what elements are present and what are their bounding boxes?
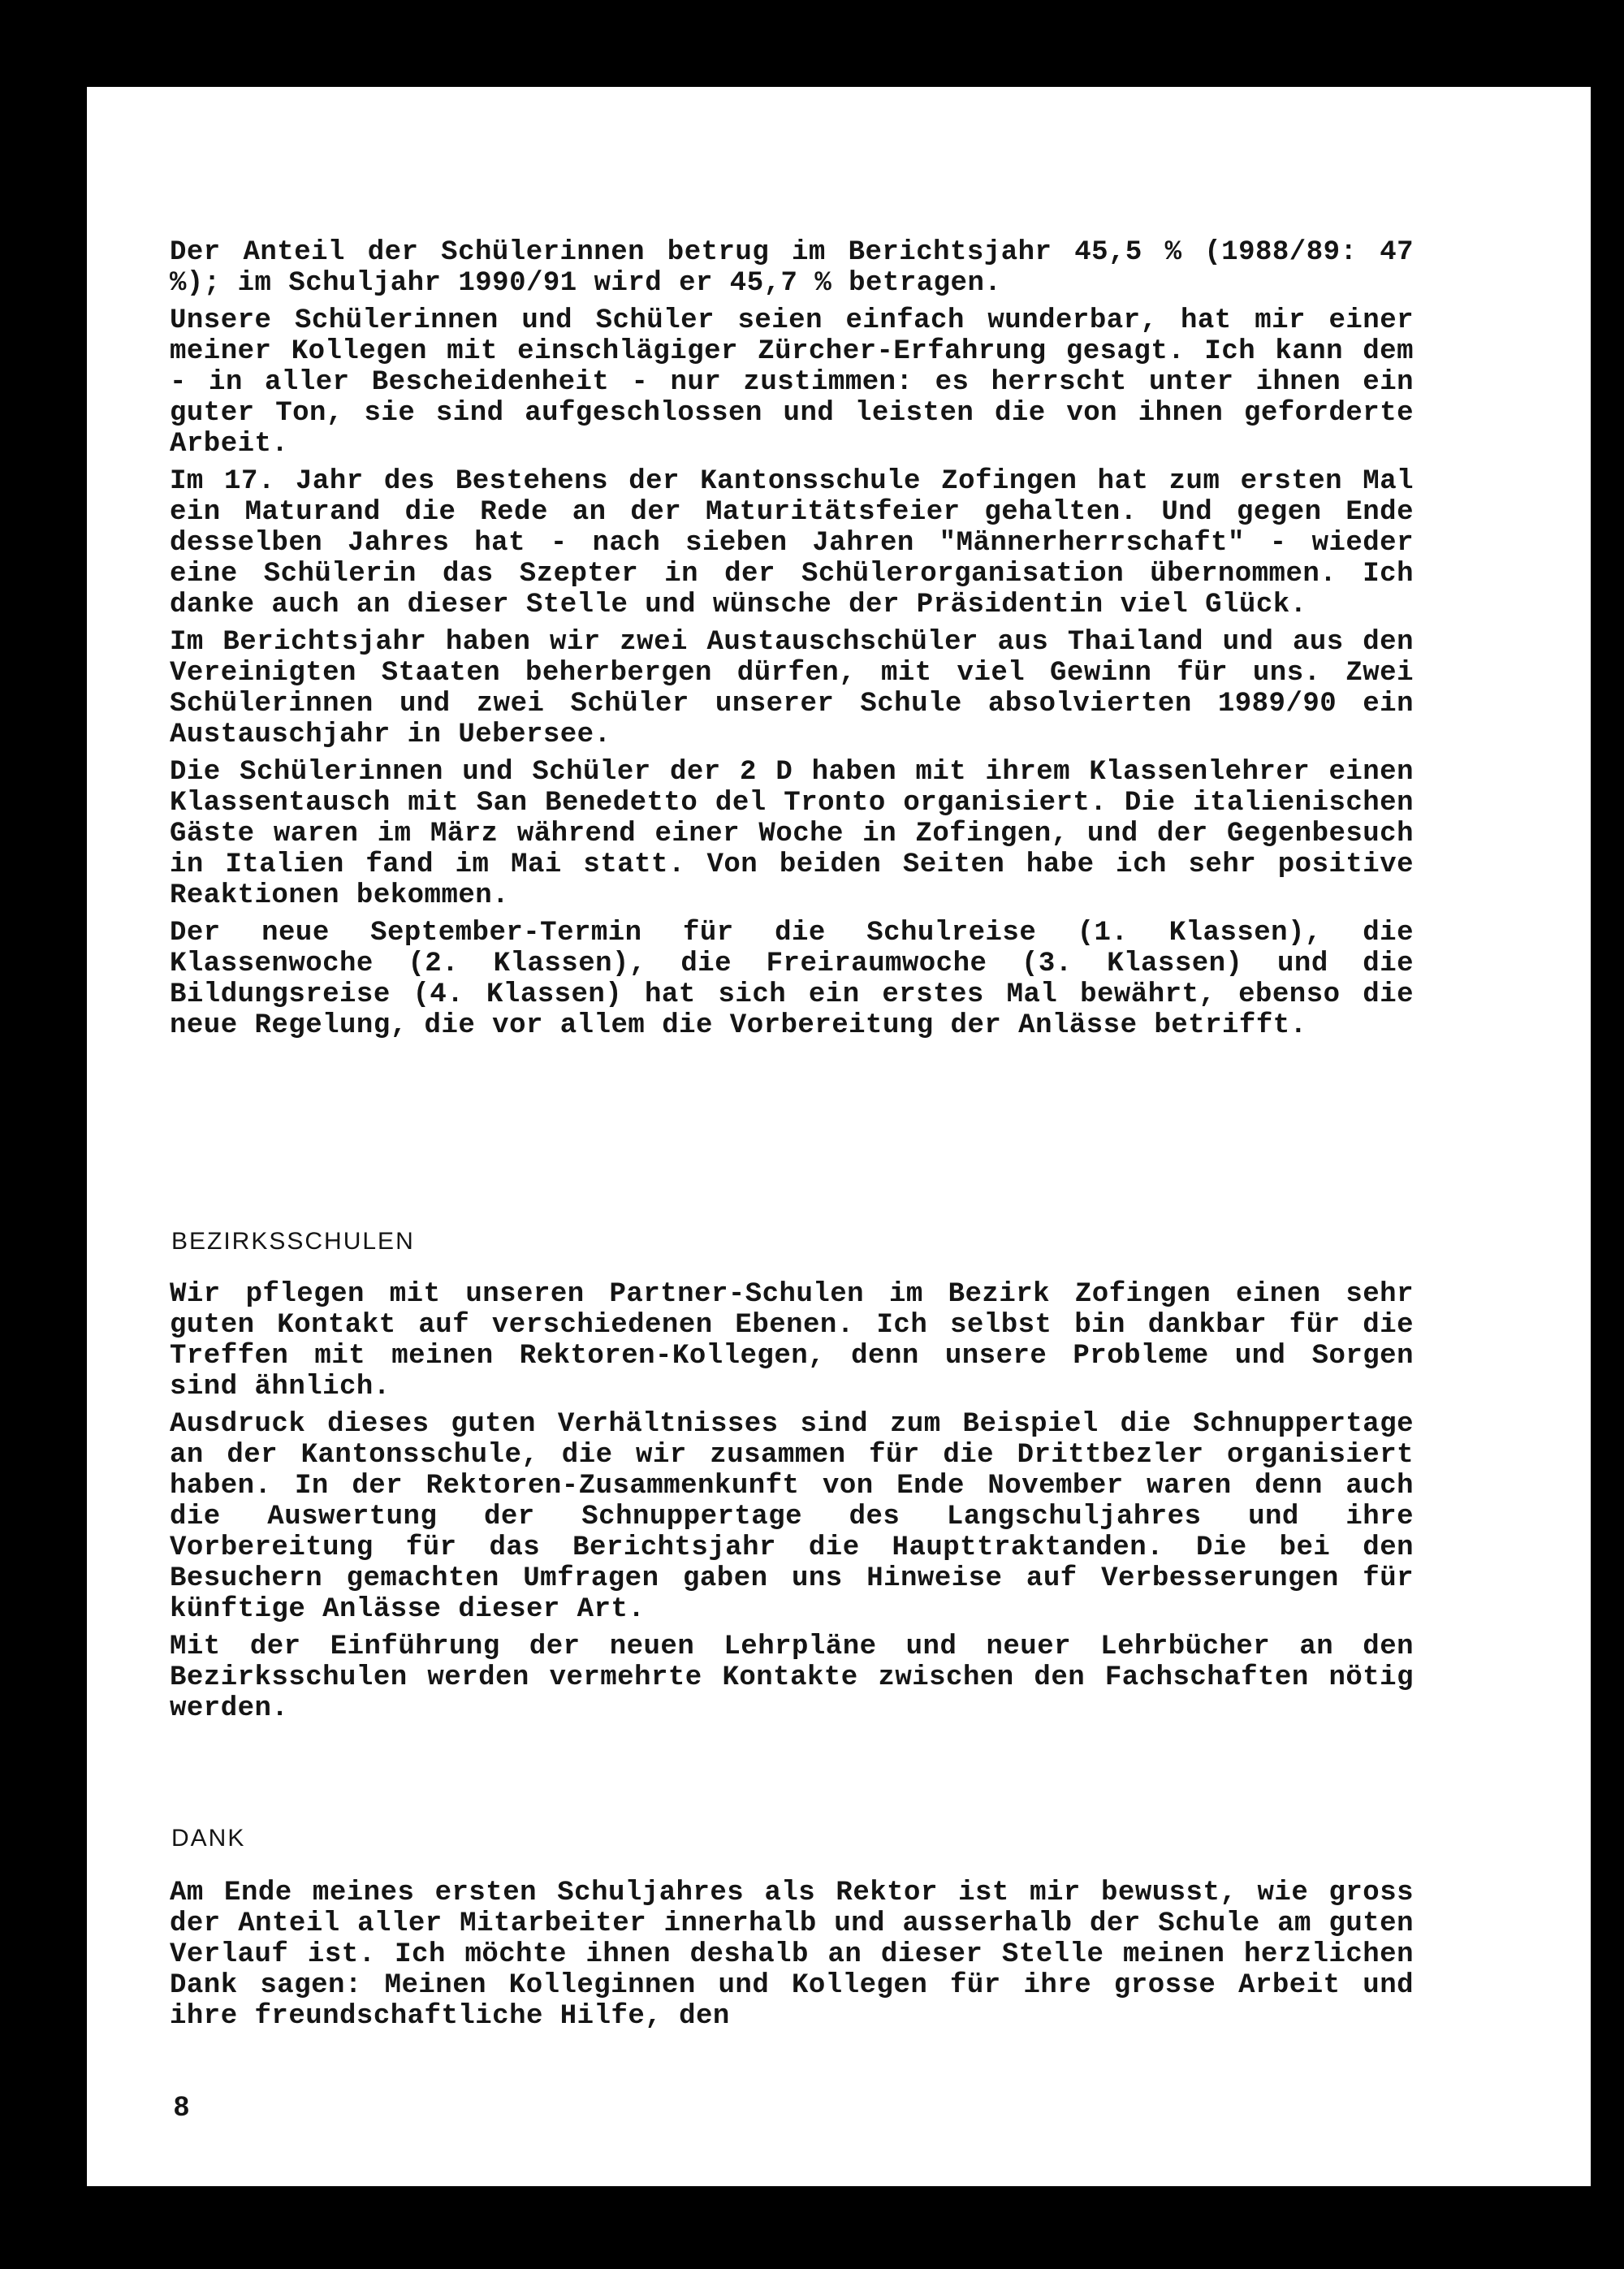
paragraph: Der neue September-Termin für die Schulreise (1. Klassen), die Klassenwoche (2. Klassen), die Freiraumwoche (3. Klassen) und die Bildungsreise (4. Klassen) hat sich ein erstes Mal bewährt, ebenso die neue Regelung, die vor allem die Vorbereitung der Anlässe betrifft. — [170, 918, 1414, 1041]
paragraph: Ausdruck dieses guten Verhältnisses sind zum Beispiel die Schnuppertage an der Kantonsschule, die wir zusammen für die Drittbezler organisiert haben. In der Rektoren-Zusammenkunft von Ende November waren denn auch die Auswertung der Schnuppertage des Langschuljahres und ihre Vorbereitung für das Berichtsjahr die Haupttraktanden. Die bei den Besuchern gemachten Umfragen gaben uns Hinweise auf Verbesserungen für künftige Anlässe dieser Art. — [170, 1409, 1414, 1625]
page-number: 8 — [174, 2091, 189, 2122]
document-page — [87, 87, 1591, 2186]
paragraph: Die Schülerinnen und Schüler der 2 D haben mit ihrem Klassenlehrer einen Klassentausch mit San Benedetto del Tronto organisiert. Die italienischen Gäste waren im März während einer Woche in Zofingen, und der Gegenbesuch in Italien fand im Mai statt. Von beiden Seiten habe ich sehr positive Reaktionen bekommen. — [170, 757, 1414, 911]
section-heading-bezirksschulen: BEZIRKSSCHULEN — [171, 1228, 415, 1255]
paragraph: Im 17. Jahr des Bestehens der Kantonsschule Zofingen hat zum ersten Mal ein Maturand die Rede an der Maturitätsfeier gehalten. Und gegen Ende desselben Jahres hat - nach sieben Jahren "Männerherrschaft" - wieder eine Schülerin das Szepter in der Schülerorganisation übernommen. Ich danke auch an dieser Stelle und wünsche der Präsidentin viel Glück. — [170, 466, 1414, 620]
section-heading-dank: DANK — [171, 1825, 246, 1852]
intro-section — [170, 237, 1414, 1041]
paragraph: Mit der Einführung der neuen Lehrpläne und neuer Lehrbücher an den Bezirksschulen werden vermehrte Kontakte zwischen den Fachschaften nötig werden. — [170, 1632, 1414, 1724]
paragraph: Im Berichtsjahr haben wir zwei Austauschschüler aus Thailand und aus den Vereinigten Staaten beherbergen dürfen, mit viel Gewinn für uns. Zwei Schülerinnen und zwei Schüler unserer Schule absolvierten 1989/90 ein Austauschjahr in Uebersee. — [170, 627, 1414, 750]
dank-section — [170, 1878, 1414, 2032]
paragraph: Wir pflegen mit unseren Partner-Schulen im Bezirk Zofingen einen sehr guten Kontakt auf verschiedenen Ebenen. Ich selbst bin dankbar für die Treffen mit meinen Rektoren-Kollegen, denn unsere Probleme und Sorgen sind ähnlich. — [170, 1279, 1414, 1402]
paragraph: Am Ende meines ersten Schuljahres als Rektor ist mir bewusst, wie gross der Anteil aller Mitarbeiter innerhalb und ausserhalb der Schule am guten Verlauf ist. Ich möchte ihnen deshalb an dieser Stelle meinen herzlichen Dank sagen: Meinen Kolleginnen und Kollegen für ihre grosse Arbeit und ihre freundschaftliche Hilfe, den — [170, 1878, 1414, 2032]
bezirksschulen-section — [170, 1279, 1414, 1724]
paragraph: Unsere Schülerinnen und Schüler seien einfach wunderbar, hat mir einer meiner Kollegen mit einschlägiger Zürcher-Erfahrung gesagt. Ich kann dem - in aller Bescheidenheit - nur zustimmen: es herrscht unter ihnen ein guter Ton, sie sind aufgeschlossen und leisten die von ihnen geforderte Arbeit. — [170, 305, 1414, 460]
paragraph: Der Anteil der Schülerinnen betrug im Berichtsjahr 45,5 % (1988/89: 47 %); im Schuljahr 1990/91 wird er 45,7 % betragen. — [170, 237, 1414, 299]
